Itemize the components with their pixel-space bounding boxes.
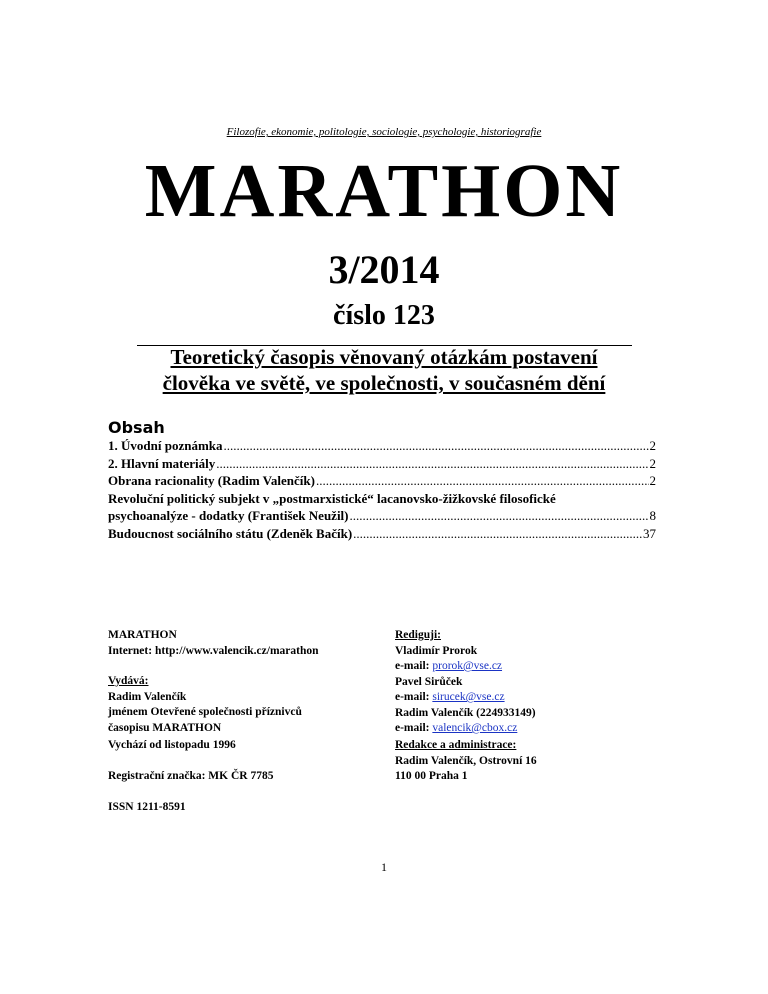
toc-item-title: Budoucnost sociálního státu (Zdeněk Bačík): [108, 525, 353, 541]
imprint-internet: Internet: http://www.valencik.cz/marathon: [108, 644, 319, 657]
toc-item[interactable]: [108, 490, 656, 525]
toc-item-page: 2: [649, 473, 656, 488]
publisher-line-3: časopisu MARATHON: [108, 721, 222, 734]
toc-item-title: 1. Úvodní poznámka: [108, 438, 223, 453]
imprint-left: [108, 628, 378, 659]
editor-email-row: e-mail: valencik@cbox.cz: [395, 722, 518, 734]
toc-leader: [216, 455, 648, 473]
registration-text: Registrační značka: MK ČR 7785: [108, 770, 274, 782]
toc-item[interactable]: [108, 525, 656, 543]
publisher-name: Radim Valenčík: [108, 690, 187, 703]
toc-leader: [350, 507, 649, 525]
office-block: [395, 738, 665, 785]
editor-email-row: e-mail: prorok@vse.cz: [395, 660, 503, 672]
toc-leader: [316, 472, 649, 490]
editor-name: Vladimír Prorok: [395, 644, 478, 657]
editor-email-row: e-mail: sirucek@vse.cz: [395, 691, 505, 703]
editors-heading: Rediguji:: [395, 629, 441, 641]
publisher-block: [108, 674, 378, 736]
tagline-line-2: člověka ve světě, ve společnosti, v současném dění: [162, 371, 606, 395]
imprint-name: MARATHON: [108, 629, 177, 641]
toc-item-page: 8: [649, 508, 656, 523]
tagline-line-1: Teoretický časopis věnovaný otázkám postavení: [170, 345, 598, 369]
toc-leader: [353, 525, 642, 543]
editor-name: Pavel Sirůček: [395, 675, 463, 688]
editor-email-link[interactable]: prorok@vse.cz: [432, 660, 503, 672]
publisher-heading: Vydává:: [108, 675, 149, 687]
toc-item[interactable]: [108, 437, 656, 455]
issue-label: 3/2014: [328, 247, 440, 292]
page-number: 1: [381, 860, 387, 874]
editor-name: Radim Valenčík (224933149): [395, 706, 536, 719]
toc-leader: [224, 437, 649, 455]
toc-item-title: psychoanalýze - dodatky (František Neužil): [108, 508, 349, 523]
publisher-line-2: jménem Otevřené společnosti příznivců: [108, 706, 302, 718]
editors-block: [395, 628, 665, 737]
toc-item[interactable]: [108, 455, 656, 473]
editor-email-link[interactable]: valencik@cbox.cz: [432, 722, 518, 734]
toc-heading: Obsah: [108, 418, 165, 437]
journal-subtitle: Filozofie, ekonomie, politologie, sociologie, psychologie, historiografie: [226, 126, 542, 138]
toc-item-page: 2: [649, 438, 656, 453]
toc-item-title-line-1: Revoluční politický subjekt v „postmarxistické“ lacanovsko-žižkovské filosofické: [108, 490, 556, 506]
office-heading: Redakce a administrace:: [395, 739, 517, 751]
toc-item-title: Obrana racionality (Radim Valenčík): [108, 473, 315, 488]
journal-tagline: [90, 344, 678, 396]
since-text: Vychází od listopadu 1996: [108, 739, 236, 751]
issn-text: ISSN 1211-8591: [108, 801, 186, 813]
toc-item[interactable]: [108, 472, 656, 490]
toc-item-title: 2. Hlavní materiály: [108, 455, 216, 471]
office-line-2: 110 00 Praha 1: [395, 770, 468, 782]
table-of-contents: [108, 437, 656, 542]
editor-email-link[interactable]: sirucek@vse.cz: [432, 691, 505, 703]
issue-number: číslo 123: [333, 300, 435, 331]
office-line-1: Radim Valenčík, Ostrovní 16: [395, 754, 537, 767]
toc-item-page: 37: [643, 525, 656, 541]
journal-title: MARATHON: [144, 149, 624, 233]
toc-item-page: 2: [649, 455, 656, 471]
